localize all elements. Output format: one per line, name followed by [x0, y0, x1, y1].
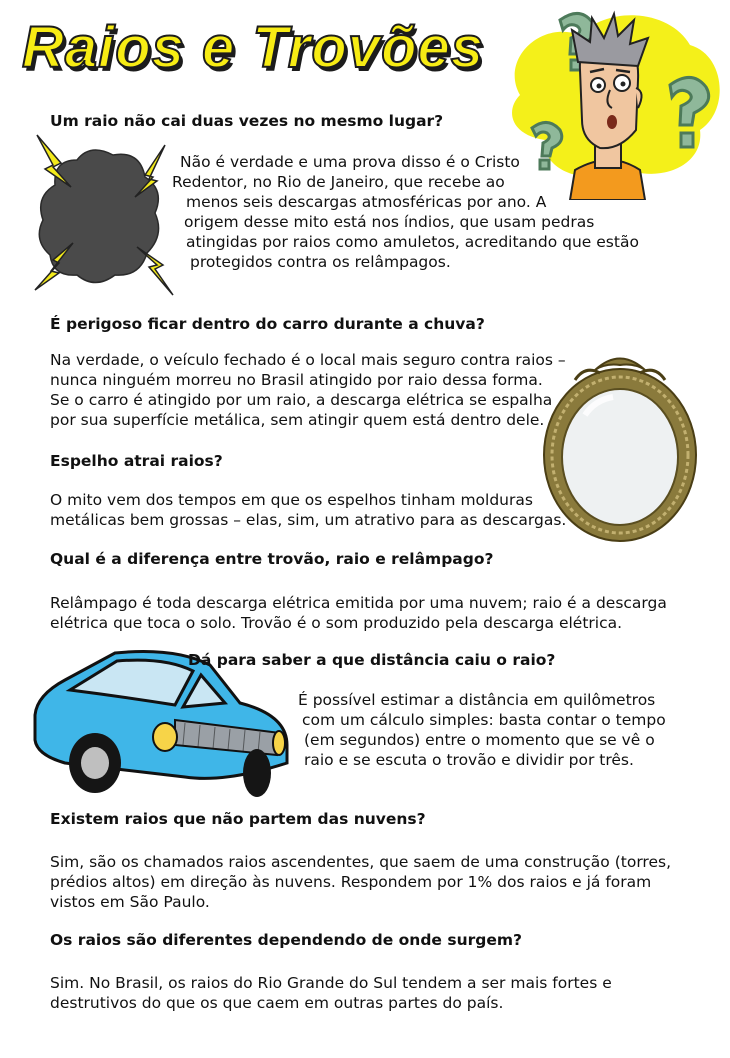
- answer-paragraph: Não é verdade e uma prova disso é o Cristo Redentor, no Rio de Janeiro, que recebe ao menos seis descargas atmosféricas por ano. A origem desse mito está nos índios, que usam pedras atingidas por raios como amuletos, acreditando que estão protegidos contra os relâmpagos.: [172, 153, 639, 271]
- question-heading: Os raios são diferentes dependendo de onde surgem?: [50, 931, 522, 949]
- answer-paragraph: Sim, são os chamados raios ascendentes, que saem de uma construção (torres, prédios altos) em direção às nuvens. Respondem por 1% dos raios e já foram vistos em São Paulo.: [50, 853, 671, 911]
- answer-paragraph: É possível estimar a distância em quilômetros com um cálculo simples: basta contar o tempo (em segundos) entre o momento que se vê o raio e se escuta o trovão e dividir por três.: [298, 691, 666, 769]
- answer-paragraph: Na verdade, o veículo fechado é o local mais seguro contra raios – nunca ninguém morreu no Brasil atingido por raio dessa forma. Se o carro é atingido por um raio, a descarga elétrica se espalha por sua superfície metálica, sem atingir quem está dentro dele.: [50, 351, 566, 429]
- question-heading: É perigoso ficar dentro do carro durante a chuva?: [50, 315, 485, 333]
- question-heading: Qual é a diferença entre trovão, raio e relâmpago?: [50, 550, 494, 568]
- storm-cloud-icon: [15, 115, 190, 310]
- page-title: Raios e Trovões: [22, 15, 485, 80]
- question-heading: Um raio não cai duas vezes no mesmo lugar?: [50, 112, 444, 130]
- answer-paragraph: O mito vem dos tempos em que os espelhos tinham molduras metálicas bem grossas – elas, sim, um atrativo para as descargas.: [50, 491, 567, 529]
- blue-car-icon: [25, 645, 295, 805]
- question-heading: Dá para saber a que distância caiu o raio?: [188, 651, 556, 669]
- answer-paragraph: Sim. No Brasil, os raios do Rio Grande do Sul tendem a ser mais fortes e destrutivos do que os que caem em outras partes do país.: [50, 974, 612, 1012]
- answer-paragraph: Relâmpago é toda descarga elétrica emitida por uma nuvem; raio é a descarga elétrica que toca o solo. Trovão é o som produzido pela descarga elétrica.: [50, 594, 667, 632]
- question-heading: Espelho atrai raios?: [50, 452, 223, 470]
- question-heading: Existem raios que não partem das nuvens?: [50, 810, 426, 828]
